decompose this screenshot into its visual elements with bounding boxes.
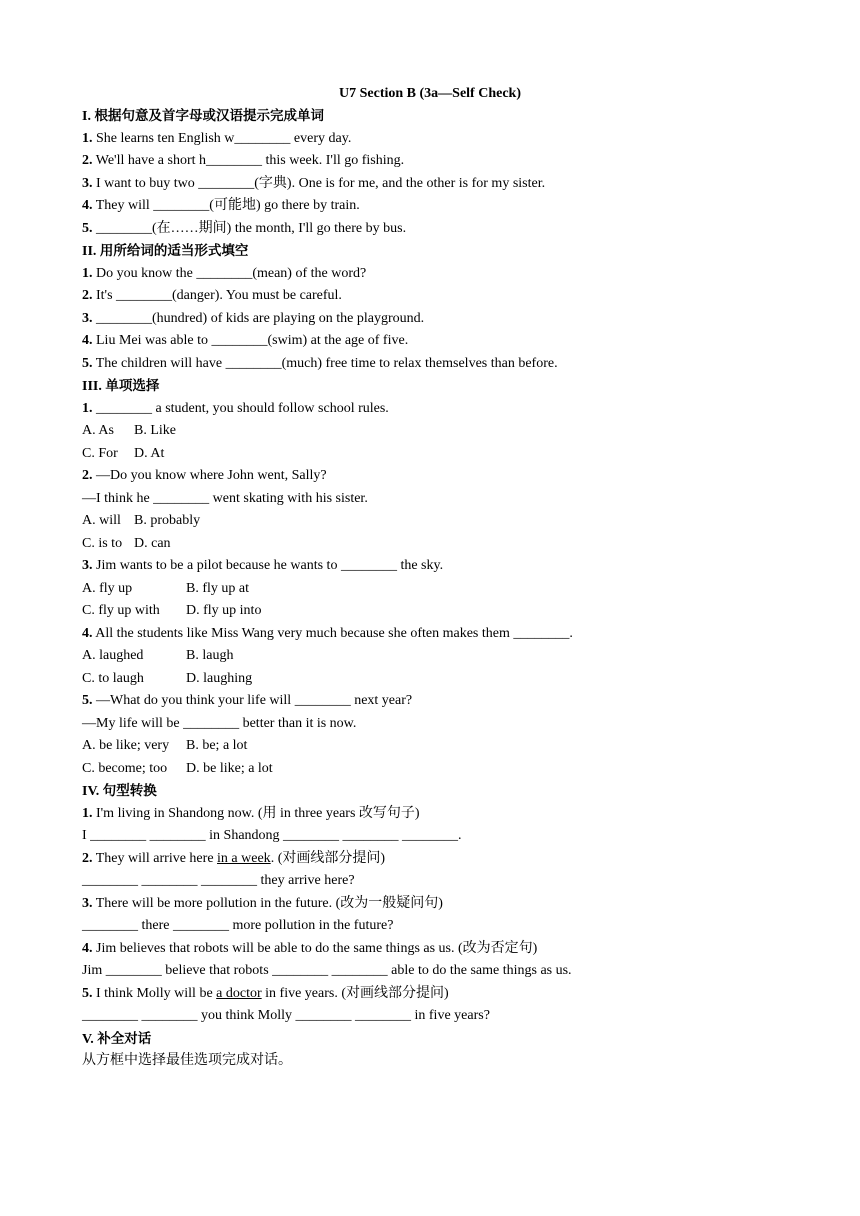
option-b: B. fly up at bbox=[186, 580, 249, 596]
option-a: A. will bbox=[82, 513, 121, 528]
option-d: D. be like; a lot bbox=[186, 760, 273, 776]
option-row bbox=[82, 510, 782, 533]
question: 5. ________(在……期间) the month, I'll go there by bus. bbox=[82, 220, 407, 236]
option-c: C. to laugh bbox=[82, 670, 144, 686]
question: 1. I'm living in Shandong now. (用 in three years 改写句子) bbox=[82, 805, 420, 821]
section-5-heading: V. 补全对话 bbox=[82, 1030, 152, 1047]
option-row bbox=[82, 443, 782, 466]
option-b: B. probably bbox=[134, 513, 201, 528]
answer-line: ________ ________ you think Molly ________ ________ in five years? bbox=[82, 1008, 490, 1023]
option-c: C. fly up with bbox=[82, 603, 160, 618]
option-a: A. As bbox=[82, 423, 114, 438]
option-d: D. can bbox=[134, 535, 171, 551]
question: 4. Jim believes that robots will be able to do the same things as us. (改为否定句) bbox=[82, 940, 538, 956]
question: 4. All the students like Miss Wang very much because she often makes them ________. bbox=[82, 625, 573, 641]
option-row bbox=[82, 578, 782, 601]
option-row bbox=[82, 533, 782, 556]
option-d: D. fly up into bbox=[186, 603, 262, 618]
question: 5. I think Molly will be a doctor in five years. (对画线部分提问) bbox=[82, 985, 449, 1001]
section-1-heading: I. 根据句意及首字母或汉语提示完成单词 bbox=[82, 108, 324, 124]
question: 2. We'll have a short h________ this week. I'll go fishing. bbox=[82, 153, 405, 168]
underlined-part: in a week bbox=[217, 850, 271, 866]
section-4-heading: IV. 句型转换 bbox=[82, 783, 157, 799]
option-b: B. be; a lot bbox=[186, 738, 248, 753]
option-a: A. fly up bbox=[82, 580, 133, 596]
question: 2. —Do you know where John went, Sally? bbox=[82, 468, 327, 483]
question: 2. It's ________(danger). You must be careful. bbox=[82, 288, 342, 303]
option-row bbox=[82, 600, 782, 623]
option-a: A. laughed bbox=[82, 648, 144, 663]
question: 4. Liu Mei was able to ________(swim) at the age of five. bbox=[82, 333, 409, 348]
question-line: —I think he ________ went skating with his sister. bbox=[82, 490, 368, 506]
option-c: C. For bbox=[82, 445, 118, 461]
option-row bbox=[82, 420, 782, 443]
question: 5. —What do you think your life will ________ next year? bbox=[82, 693, 413, 708]
question: 3. There will be more pollution in the future. (改为一般疑问句) bbox=[82, 895, 443, 911]
underlined-part: a doctor bbox=[216, 985, 262, 1001]
answer-line: I ________ ________ in Shandong ________ ________ ________. bbox=[82, 828, 462, 843]
question: 1. Do you know the ________(mean) of the word? bbox=[82, 265, 367, 281]
answer-line: ________ ________ ________ they arrive here? bbox=[82, 873, 355, 888]
question-line: —My life will be ________ better than it is now. bbox=[82, 715, 357, 731]
option-b: B. laugh bbox=[186, 648, 234, 663]
answer-line: Jim ________ believe that robots ________ ________ able to do the same things as us. bbox=[82, 963, 572, 978]
page-title: U7 Section B (3a—Self Check) bbox=[339, 86, 521, 101]
question: 3. ________(hundred) of kids are playing on the playground. bbox=[82, 310, 425, 326]
answer-line: ________ there ________ more pollution in the future? bbox=[82, 918, 394, 933]
question: 3. I want to buy two ________(字典). One is for me, and the other is for my sister. bbox=[82, 175, 546, 191]
question: 1. ________ a student, you should follow school rules. bbox=[82, 400, 389, 416]
option-d: D. At bbox=[134, 445, 165, 461]
option-a: A. be like; very bbox=[82, 738, 170, 753]
option-b: B. Like bbox=[134, 423, 176, 438]
question: 4. They will ________(可能地) go there by train. bbox=[82, 198, 360, 213]
instruction: 从方框中选择最佳选项完成对话。 bbox=[82, 1053, 292, 1068]
question: 1. She learns ten English w________ every day. bbox=[82, 130, 352, 146]
section-3-heading: III. 单项选择 bbox=[82, 378, 160, 394]
question: 2. They will arrive here in a week. (对画线部分提问) bbox=[82, 850, 386, 866]
question: 3. Jim wants to be a pilot because he wants to ________ the sky. bbox=[82, 558, 444, 573]
option-c: C. become; too bbox=[82, 760, 168, 776]
option-d: D. laughing bbox=[186, 670, 253, 686]
section-2-heading: II. 用所给词的适当形式填空 bbox=[82, 243, 249, 259]
worksheet-content bbox=[82, 105, 782, 1073]
option-c: C. is to bbox=[82, 535, 123, 551]
option-row bbox=[82, 758, 782, 781]
option-row bbox=[82, 735, 782, 758]
option-row bbox=[82, 668, 782, 691]
question: 5. The children will have ________(much) free time to relax themselves than before. bbox=[82, 355, 558, 371]
option-row bbox=[82, 645, 782, 668]
